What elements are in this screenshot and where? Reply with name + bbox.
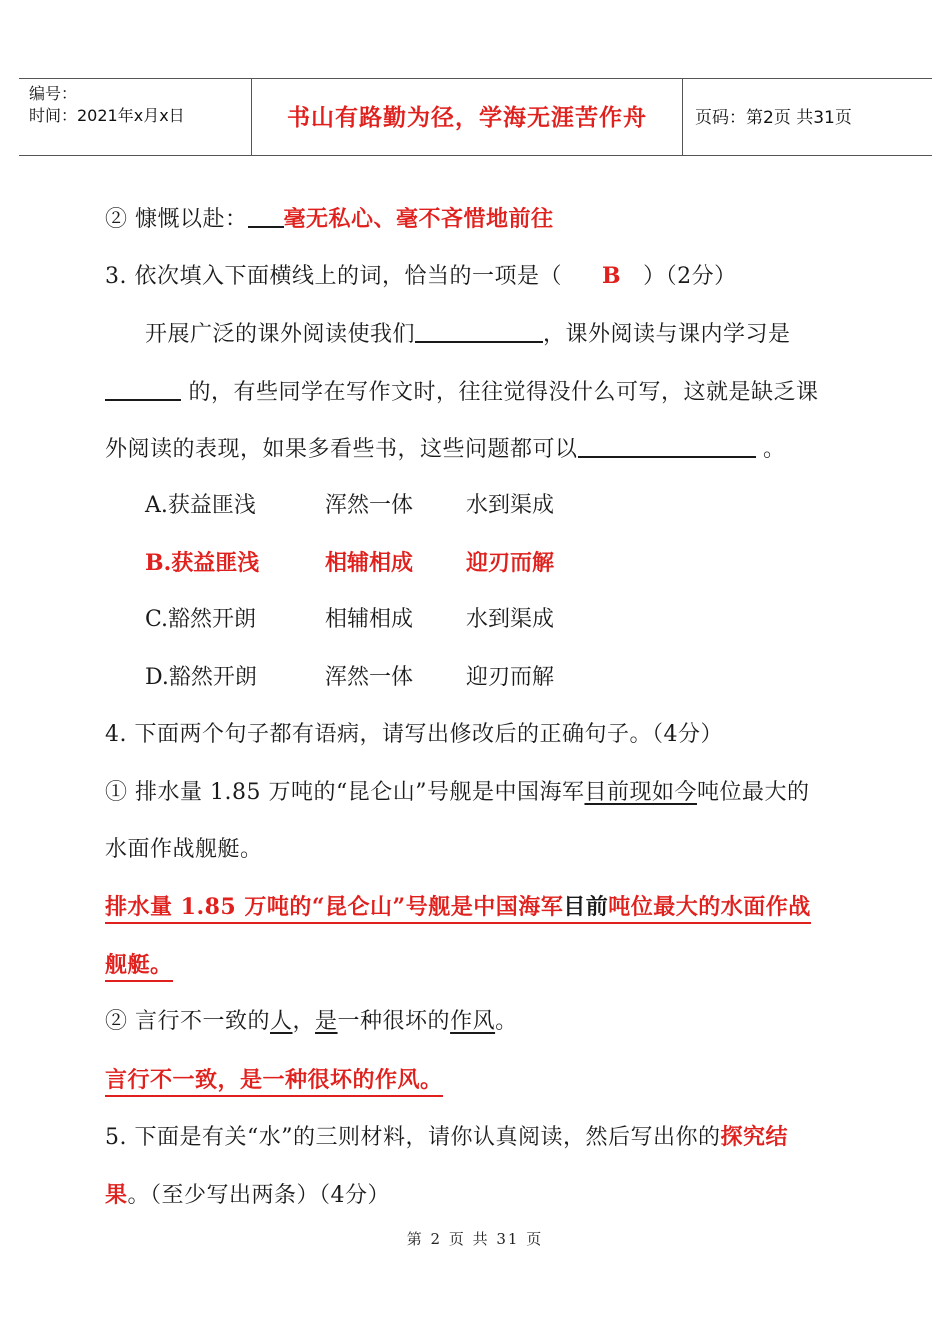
q2-item-2-prefix: ② 慷慨以赴：	[105, 207, 248, 232]
option-word-3: 水到渠成	[466, 493, 555, 518]
underlined-word: 作风	[450, 1009, 496, 1034]
stem-emphasis: 果	[105, 1182, 128, 1208]
answer-text: 舰艇。	[105, 952, 173, 982]
option-word-1: C.豁然开朗	[145, 607, 257, 632]
option-word-2: 相辅相成	[325, 607, 414, 632]
option-word-3: 迎刃而解	[466, 550, 555, 576]
q3-stem-text: 3. 依次填入下面横线上的词，恰当的一项是（	[105, 264, 562, 289]
sentence-text: ，	[292, 1009, 316, 1034]
sentence-text: 。	[495, 1009, 518, 1034]
sentence-text: 吨位最大的	[696, 780, 810, 805]
stem-text: 。（至少写出两条）（4分）	[127, 1183, 391, 1208]
stem-emphasis: 探究结	[720, 1124, 788, 1150]
q4-sentence-2	[105, 1006, 518, 1038]
q3-points: ）（2分）	[643, 264, 737, 289]
sentence-text: ② 言行不一致的	[105, 1009, 270, 1034]
fill-blank-3	[578, 432, 756, 458]
option-word-2: 浑然一体	[325, 665, 414, 690]
sentence-text: 一种很坏的	[337, 1009, 451, 1034]
passage-text: 的，有些同学在写作文时，往往觉得没什么可写，这就是缺乏课	[181, 380, 819, 405]
answer-text: 吨位最大的水面作战	[608, 894, 811, 920]
fill-blank-2	[105, 375, 181, 401]
passage-text: 。	[755, 437, 786, 462]
option-word-2: 相辅相成	[325, 550, 414, 576]
time-label: 时间：2021年x月x日	[29, 106, 185, 125]
q4-sentence-1	[105, 777, 810, 809]
stem-text: 5. 下面是有关“水”的三则材料，请你认真阅读，然后写出你的	[105, 1125, 721, 1150]
option-word-3: 迎刃而解	[466, 665, 555, 690]
q4-sentence-1-cont: 水面作战舰艇。	[105, 837, 263, 862]
q3-passage-line-3	[105, 432, 786, 466]
q3-passage-line-2	[105, 375, 819, 409]
passage-text: 外阅读的表现，如果多看些书，这些问题都可以	[105, 437, 578, 462]
q4-answer-1	[105, 891, 811, 923]
underlined-error: 目前现如今	[584, 780, 697, 805]
option-word-2: 浑然一体	[325, 493, 414, 518]
header-divider	[682, 79, 683, 155]
q3-answer: B	[602, 263, 622, 289]
option-word-3: 水到渠成	[466, 607, 555, 632]
q4-stem: 4. 下面两个句子都有语病，请写出修改后的正确句子。（4分）	[105, 722, 723, 747]
header-motto: 书山有路勤为径，学海无涯苦作舟	[287, 105, 647, 131]
option-word-1: D.豁然开朗	[145, 665, 257, 690]
page-footer: 第 2 页 共 31 页	[406, 1230, 544, 1248]
answer-blank	[248, 202, 284, 228]
q2-item-2	[105, 202, 554, 236]
q4-answer-2	[105, 1064, 443, 1096]
answer-text: 排水量 1.85 万吨的“昆仑山”号舰是中国海军	[105, 894, 564, 920]
answer-text: 言行不一致，是一种很坏的作风。	[105, 1067, 443, 1097]
passage-text: ，课外阅读与课内学习是	[543, 322, 791, 347]
q4-answer-1-cont	[105, 949, 173, 981]
q3-stem	[105, 260, 737, 293]
page-header	[19, 78, 932, 156]
answer-kept-word: 目前	[563, 894, 609, 920]
option-word-1: B.获益匪浅	[145, 550, 260, 576]
header-page-info: 页码：第2页 共31页	[695, 108, 852, 128]
number-label: 编号：	[29, 84, 78, 103]
q5-stem-cont	[105, 1179, 390, 1212]
underlined-word: 人	[270, 1009, 293, 1034]
q3-passage-line-1	[145, 317, 791, 351]
sentence-text: ① 排水量 1.85 万吨的“昆仑山”号舰是中国海军	[105, 780, 585, 805]
header-meta	[29, 83, 185, 127]
q2-item-2-answer: 毫无私心、毫不吝惜地前往	[283, 206, 554, 232]
passage-text: 开展广泛的课外阅读使我们	[145, 322, 416, 347]
fill-blank-1	[415, 317, 543, 343]
option-word-1: A.获益匪浅	[145, 493, 256, 518]
underlined-word: 是	[315, 1009, 338, 1034]
q5-stem	[105, 1121, 788, 1154]
